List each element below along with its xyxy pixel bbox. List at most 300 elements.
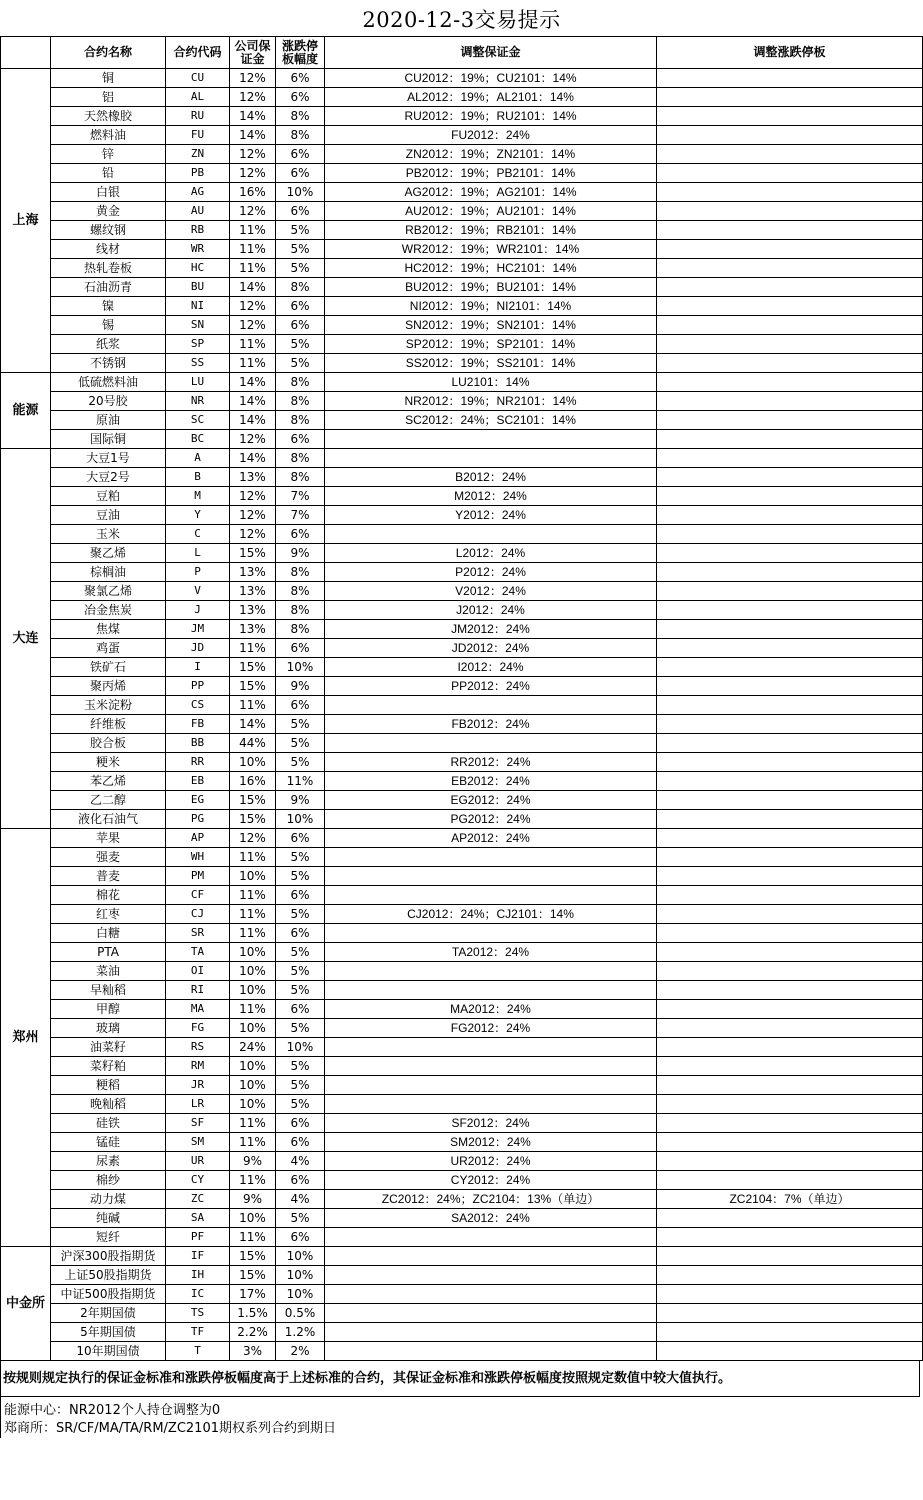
margin-cell: 13%	[230, 601, 276, 620]
margin-cell: 10%	[230, 867, 276, 886]
adj-limit-cell	[657, 202, 923, 221]
table-row	[1, 525, 923, 544]
code-cell: BU	[166, 278, 230, 297]
margin-cell: 12%	[230, 88, 276, 107]
code-cell: SA	[166, 1209, 230, 1228]
name-cell: 石油沥青	[51, 278, 166, 297]
adj-margin-cell: FB2012：24%	[325, 715, 657, 734]
adj-limit-cell	[657, 468, 923, 487]
adj-margin-cell	[325, 1038, 657, 1057]
code-cell: SC	[166, 411, 230, 430]
limit-cell: 5%	[276, 335, 325, 354]
adj-limit-cell	[657, 525, 923, 544]
code-cell: FG	[166, 1019, 230, 1038]
name-cell: 锌	[51, 145, 166, 164]
code-cell: NR	[166, 392, 230, 411]
limit-cell: 8%	[276, 582, 325, 601]
margin-cell: 13%	[230, 468, 276, 487]
limit-cell: 9%	[276, 544, 325, 563]
limit-cell: 5%	[276, 1095, 325, 1114]
adj-margin-cell: TA2012：24%	[325, 943, 657, 962]
limit-cell: 8%	[276, 107, 325, 126]
adj-limit-cell	[657, 221, 923, 240]
code-cell: UR	[166, 1152, 230, 1171]
code-cell: AL	[166, 88, 230, 107]
name-cell: 苯乙烯	[51, 772, 166, 791]
margin-cell: 11%	[230, 335, 276, 354]
limit-cell: 5%	[276, 354, 325, 373]
table-row	[1, 1209, 923, 1228]
name-cell: 尿素	[51, 1152, 166, 1171]
adj-margin-cell: AL2012：19%；AL2101：14%	[325, 88, 657, 107]
adj-margin-cell	[325, 886, 657, 905]
adj-limit-cell	[657, 943, 923, 962]
adj-limit-cell	[657, 126, 923, 145]
limit-cell: 7%	[276, 506, 325, 525]
table-row	[1, 259, 923, 278]
margin-cell: 44%	[230, 734, 276, 753]
limit-cell: 5%	[276, 943, 325, 962]
name-cell: 黄金	[51, 202, 166, 221]
code-cell: RR	[166, 753, 230, 772]
adj-margin-cell: CY2012：24%	[325, 1171, 657, 1190]
margin-cell: 9%	[230, 1190, 276, 1209]
limit-cell: 6%	[276, 639, 325, 658]
adj-margin-cell: EB2012：24%	[325, 772, 657, 791]
code-cell: EB	[166, 772, 230, 791]
table-row	[1, 1133, 923, 1152]
name-cell: 普麦	[51, 867, 166, 886]
table-row	[1, 1000, 923, 1019]
adj-limit-cell	[657, 1019, 923, 1038]
margin-cell: 16%	[230, 183, 276, 202]
margin-cell: 15%	[230, 810, 276, 829]
margin-cell: 10%	[230, 943, 276, 962]
code-cell: AG	[166, 183, 230, 202]
adj-limit-cell	[657, 1342, 923, 1361]
code-cell: CS	[166, 696, 230, 715]
adj-limit-cell	[657, 449, 923, 468]
limit-cell: 5%	[276, 753, 325, 772]
limit-cell: 8%	[276, 563, 325, 582]
adj-limit-cell	[657, 696, 923, 715]
name-cell: 玉米淀粉	[51, 696, 166, 715]
adj-limit-cell	[657, 639, 923, 658]
margin-cell: 14%	[230, 373, 276, 392]
code-cell: IF	[166, 1247, 230, 1266]
page-title: 2020-12-3交易提示	[362, 8, 561, 32]
adj-margin-cell	[325, 924, 657, 943]
adj-limit-cell	[657, 1247, 923, 1266]
adj-limit-cell	[657, 164, 923, 183]
rule-note: 按规则规定执行的保证金标准和涨跌停板幅度高于上述标准的合约，其保证金标准和涨跌停板幅度按照规定数值中较大值执行。	[0, 1361, 920, 1397]
adj-margin-cell	[325, 1095, 657, 1114]
adj-limit-cell	[657, 829, 923, 848]
adj-margin-cell: JM2012：24%	[325, 620, 657, 639]
margin-cell: 15%	[230, 1247, 276, 1266]
name-cell: 聚氯乙烯	[51, 582, 166, 601]
table-row	[1, 848, 923, 867]
code-cell: BC	[166, 430, 230, 449]
table-row	[1, 278, 923, 297]
code-cell: SR	[166, 924, 230, 943]
code-cell: MA	[166, 1000, 230, 1019]
name-cell: 鸡蛋	[51, 639, 166, 658]
limit-cell: 6%	[276, 164, 325, 183]
adj-limit-cell	[657, 905, 923, 924]
adj-margin-cell	[325, 734, 657, 753]
adj-limit-cell	[657, 392, 923, 411]
adj-margin-cell: RU2012：19%；RU2101：14%	[325, 107, 657, 126]
limit-cell: 1.2%	[276, 1323, 325, 1342]
name-cell: 棉纱	[51, 1171, 166, 1190]
table-row	[1, 1095, 923, 1114]
name-cell: 纸浆	[51, 335, 166, 354]
header-adj-limit: 调整涨跌停板	[657, 37, 923, 69]
adj-limit-cell	[657, 753, 923, 772]
name-cell: 液化石油气	[51, 810, 166, 829]
table-row	[1, 506, 923, 525]
table-row	[1, 582, 923, 601]
limit-cell: 5%	[276, 848, 325, 867]
adj-limit-cell	[657, 1095, 923, 1114]
limit-cell: 6%	[276, 316, 325, 335]
table-row	[1, 354, 923, 373]
name-cell: 锡	[51, 316, 166, 335]
margin-cell: 12%	[230, 829, 276, 848]
table-row	[1, 829, 923, 848]
margin-cell: 11%	[230, 1114, 276, 1133]
code-cell: TA	[166, 943, 230, 962]
adj-limit-cell	[657, 145, 923, 164]
limit-cell: 10%	[276, 1266, 325, 1285]
margin-cell: 13%	[230, 563, 276, 582]
table-row	[1, 1114, 923, 1133]
code-cell: CF	[166, 886, 230, 905]
margin-cell: 11%	[230, 1000, 276, 1019]
code-cell: RS	[166, 1038, 230, 1057]
margin-cell: 14%	[230, 411, 276, 430]
name-cell: 国际铜	[51, 430, 166, 449]
margin-cell: 11%	[230, 240, 276, 259]
margin-cell: 11%	[230, 924, 276, 943]
margin-cell: 12%	[230, 145, 276, 164]
name-cell: 早籼稻	[51, 981, 166, 1000]
adj-limit-cell	[657, 677, 923, 696]
limit-cell: 9%	[276, 677, 325, 696]
table-row	[1, 430, 923, 449]
adj-limit-cell	[657, 1076, 923, 1095]
name-cell: 中证500股指期货	[51, 1285, 166, 1304]
adj-margin-cell: V2012：24%	[325, 582, 657, 601]
adj-margin-cell: FG2012：24%	[325, 1019, 657, 1038]
name-cell: 白银	[51, 183, 166, 202]
code-cell: I	[166, 658, 230, 677]
margin-cell: 15%	[230, 1266, 276, 1285]
adj-limit-cell	[657, 563, 923, 582]
limit-cell: 6%	[276, 88, 325, 107]
table-row	[1, 1323, 923, 1342]
adj-margin-cell	[325, 867, 657, 886]
adj-margin-cell: SF2012：24%	[325, 1114, 657, 1133]
limit-cell: 6%	[276, 297, 325, 316]
adj-margin-cell: PB2012：19%；PB2101：14%	[325, 164, 657, 183]
adj-margin-cell: ZC2012：24%；ZC2104：13%（单边）	[325, 1190, 657, 1209]
code-cell: HC	[166, 259, 230, 278]
code-cell: AU	[166, 202, 230, 221]
limit-cell: 8%	[276, 449, 325, 468]
adj-limit-cell	[657, 107, 923, 126]
adj-margin-cell: SM2012：24%	[325, 1133, 657, 1152]
trading-table	[0, 36, 923, 1361]
code-cell: SN	[166, 316, 230, 335]
code-cell: LU	[166, 373, 230, 392]
table-row	[1, 810, 923, 829]
table-row	[1, 943, 923, 962]
code-cell: EG	[166, 791, 230, 810]
adj-margin-cell	[325, 1266, 657, 1285]
table-row	[1, 1228, 923, 1247]
code-cell: LR	[166, 1095, 230, 1114]
name-cell: PTA	[51, 943, 166, 962]
limit-cell: 6%	[276, 1114, 325, 1133]
code-cell: SM	[166, 1133, 230, 1152]
name-cell: 不锈钢	[51, 354, 166, 373]
margin-cell: 10%	[230, 1095, 276, 1114]
header-limit: 涨跌停 板幅度	[276, 37, 325, 69]
table-row	[1, 392, 923, 411]
name-cell: 粳稻	[51, 1076, 166, 1095]
adj-margin-cell: EG2012：24%	[325, 791, 657, 810]
code-cell: ZN	[166, 145, 230, 164]
adj-margin-cell: AU2012：19%；AU2101：14%	[325, 202, 657, 221]
adj-margin-cell: L2012：24%	[325, 544, 657, 563]
margin-cell: 12%	[230, 316, 276, 335]
adj-limit-cell	[657, 848, 923, 867]
adj-limit-cell	[657, 354, 923, 373]
margin-cell: 12%	[230, 487, 276, 506]
limit-cell: 10%	[276, 1038, 325, 1057]
exchange-cell: 大连	[1, 449, 51, 829]
name-cell: 铅	[51, 164, 166, 183]
name-cell: 天然橡胶	[51, 107, 166, 126]
margin-cell: 15%	[230, 677, 276, 696]
limit-cell: 6%	[276, 202, 325, 221]
code-cell: CJ	[166, 905, 230, 924]
adj-margin-cell: PG2012：24%	[325, 810, 657, 829]
header-adj-margin: 调整保证金	[325, 37, 657, 69]
margin-cell: 24%	[230, 1038, 276, 1057]
name-cell: 冶金焦炭	[51, 601, 166, 620]
margin-cell: 14%	[230, 392, 276, 411]
table-row	[1, 1152, 923, 1171]
adj-margin-cell	[325, 1323, 657, 1342]
table-row	[1, 1057, 923, 1076]
margin-cell: 14%	[230, 278, 276, 297]
adj-margin-cell: SS2012：19%；SS2101：14%	[325, 354, 657, 373]
code-cell: PM	[166, 867, 230, 886]
table-row	[1, 544, 923, 563]
limit-cell: 8%	[276, 126, 325, 145]
adj-margin-cell: B2012：24%	[325, 468, 657, 487]
name-cell: 沪深300股指期货	[51, 1247, 166, 1266]
limit-cell: 6%	[276, 69, 325, 88]
code-cell: M	[166, 487, 230, 506]
name-cell: 油菜籽	[51, 1038, 166, 1057]
limit-cell: 6%	[276, 1133, 325, 1152]
code-cell: SP	[166, 335, 230, 354]
adj-margin-cell: I2012：24%	[325, 658, 657, 677]
footnote-zce: 郑商所：SR/CF/MA/TA/RM/ZC2101期权系列合约到期日	[4, 1421, 336, 1436]
code-cell: CY	[166, 1171, 230, 1190]
adj-limit-cell	[657, 1285, 923, 1304]
adj-limit-cell	[657, 601, 923, 620]
code-cell: JD	[166, 639, 230, 658]
name-cell: 玻璃	[51, 1019, 166, 1038]
name-cell: 20号胶	[51, 392, 166, 411]
limit-cell: 0.5%	[276, 1304, 325, 1323]
adj-margin-cell	[325, 1228, 657, 1247]
margin-cell: 17%	[230, 1285, 276, 1304]
margin-cell: 14%	[230, 449, 276, 468]
table-row	[1, 601, 923, 620]
code-cell: IH	[166, 1266, 230, 1285]
table-row	[1, 183, 923, 202]
name-cell: 螺纹钢	[51, 221, 166, 240]
adj-margin-cell: NI2012：19%；NI2101：14%	[325, 297, 657, 316]
margin-cell: 11%	[230, 354, 276, 373]
name-cell: 乙二醇	[51, 791, 166, 810]
margin-cell: 13%	[230, 620, 276, 639]
adj-margin-cell: Y2012：24%	[325, 506, 657, 525]
margin-cell: 2.2%	[230, 1323, 276, 1342]
code-cell: CU	[166, 69, 230, 88]
table-row	[1, 791, 923, 810]
limit-cell: 10%	[276, 658, 325, 677]
adj-margin-cell	[325, 525, 657, 544]
code-cell: ZC	[166, 1190, 230, 1209]
name-cell: 红枣	[51, 905, 166, 924]
code-cell: WR	[166, 240, 230, 259]
limit-cell: 4%	[276, 1152, 325, 1171]
limit-cell: 5%	[276, 867, 325, 886]
name-cell: 动力煤	[51, 1190, 166, 1209]
table-row	[1, 107, 923, 126]
limit-cell: 5%	[276, 905, 325, 924]
limit-cell: 5%	[276, 1019, 325, 1038]
table-row	[1, 715, 923, 734]
limit-cell: 5%	[276, 981, 325, 1000]
adj-margin-cell	[325, 696, 657, 715]
table-row	[1, 69, 923, 88]
adj-margin-cell	[325, 1076, 657, 1095]
margin-cell: 10%	[230, 962, 276, 981]
table-row	[1, 905, 923, 924]
limit-cell: 6%	[276, 829, 325, 848]
margin-cell: 14%	[230, 107, 276, 126]
name-cell: 粳米	[51, 753, 166, 772]
code-cell: V	[166, 582, 230, 601]
adj-limit-cell	[657, 791, 923, 810]
margin-cell: 14%	[230, 126, 276, 145]
limit-cell: 11%	[276, 772, 325, 791]
margin-cell: 15%	[230, 791, 276, 810]
code-cell: WH	[166, 848, 230, 867]
code-cell: J	[166, 601, 230, 620]
adj-margin-cell: RB2012：19%；RB2101：14%	[325, 221, 657, 240]
table-row	[1, 753, 923, 772]
code-cell: SF	[166, 1114, 230, 1133]
adj-limit-cell	[657, 582, 923, 601]
name-cell: 低硫燃料油	[51, 373, 166, 392]
limit-cell: 6%	[276, 525, 325, 544]
adj-margin-cell: P2012：24%	[325, 563, 657, 582]
table-row	[1, 1076, 923, 1095]
code-cell: NI	[166, 297, 230, 316]
adj-limit-cell	[657, 1133, 923, 1152]
limit-cell: 10%	[276, 810, 325, 829]
adj-limit-cell	[657, 1304, 923, 1323]
name-cell: 强麦	[51, 848, 166, 867]
margin-cell: 16%	[230, 772, 276, 791]
adj-margin-cell	[325, 1057, 657, 1076]
name-cell: 燃料油	[51, 126, 166, 145]
name-cell: 2年期国债	[51, 1304, 166, 1323]
limit-cell: 2%	[276, 1342, 325, 1361]
name-cell: 甲醇	[51, 1000, 166, 1019]
code-cell: TF	[166, 1323, 230, 1342]
header-exchange	[1, 37, 51, 69]
margin-cell: 11%	[230, 1171, 276, 1190]
adj-limit-cell	[657, 734, 923, 753]
margin-cell: 11%	[230, 696, 276, 715]
adj-limit-cell	[657, 924, 923, 943]
name-cell: 大豆2号	[51, 468, 166, 487]
name-cell: 大豆1号	[51, 449, 166, 468]
adj-limit-cell	[657, 373, 923, 392]
adj-limit-cell	[657, 278, 923, 297]
limit-cell: 6%	[276, 1228, 325, 1247]
code-cell: AP	[166, 829, 230, 848]
table-row	[1, 164, 923, 183]
code-cell: PG	[166, 810, 230, 829]
limit-cell: 6%	[276, 145, 325, 164]
code-cell: T	[166, 1342, 230, 1361]
header-code: 合约代码	[166, 37, 230, 69]
adj-limit-cell	[657, 1323, 923, 1342]
limit-cell: 8%	[276, 373, 325, 392]
adj-limit-cell	[657, 1171, 923, 1190]
margin-cell: 11%	[230, 848, 276, 867]
margin-cell: 12%	[230, 430, 276, 449]
adj-margin-cell: SA2012：24%	[325, 1209, 657, 1228]
adj-margin-cell: FU2012：24%	[325, 126, 657, 145]
adj-limit-cell	[657, 1038, 923, 1057]
table-row	[1, 1247, 923, 1266]
adj-margin-cell: AP2012：24%	[325, 829, 657, 848]
limit-cell: 5%	[276, 1209, 325, 1228]
name-cell: 棉花	[51, 886, 166, 905]
margin-cell: 11%	[230, 1228, 276, 1247]
code-cell: BB	[166, 734, 230, 753]
table-row	[1, 1266, 923, 1285]
exchange-cell: 中金所	[1, 1247, 51, 1361]
code-cell: TS	[166, 1304, 230, 1323]
limit-cell: 7%	[276, 487, 325, 506]
margin-cell: 11%	[230, 259, 276, 278]
adj-margin-cell	[325, 449, 657, 468]
code-cell: PF	[166, 1228, 230, 1247]
